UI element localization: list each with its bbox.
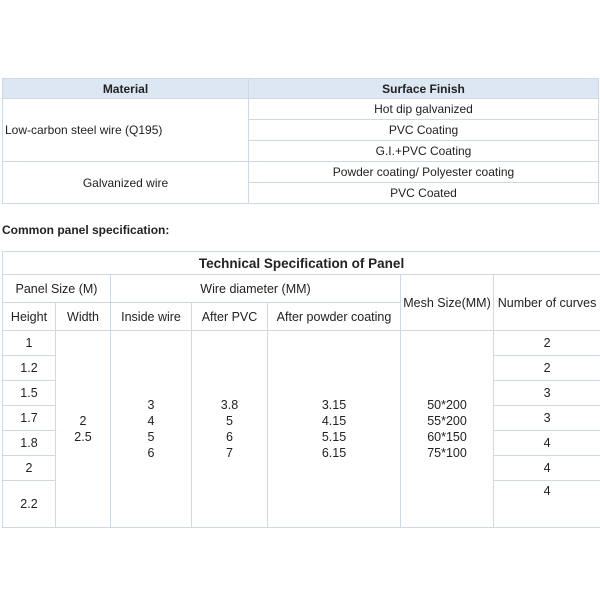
- after-powder-values: [268, 331, 401, 528]
- curves-cell: 3: [494, 381, 600, 406]
- curves-cell: 4: [494, 481, 600, 528]
- finish-cell: PVC Coating: [249, 120, 599, 141]
- mesh-size-value: 55*200: [427, 414, 467, 428]
- inside-wire-value: 5: [147, 430, 155, 444]
- panel-spec-table: [2, 251, 600, 528]
- mesh-size-value: 50*200: [427, 398, 467, 412]
- mesh-size-value: 75*100: [427, 446, 467, 460]
- width-value: 2.5: [74, 430, 92, 444]
- height-cell: 2: [3, 456, 56, 481]
- after-powder-value: 3.15: [321, 398, 347, 412]
- number-of-curves-header: Number of curves: [494, 275, 600, 331]
- mesh-size-values: [401, 331, 494, 528]
- height-cell: 2.2: [3, 481, 56, 528]
- width-values: [56, 331, 111, 528]
- after-pvc-values: [192, 331, 268, 528]
- material-finish-table: [2, 78, 599, 204]
- after-pvc-value: 7: [226, 446, 233, 460]
- finish-cell: Hot dip galvanized: [249, 99, 599, 120]
- mesh-size-header: Mesh Size(MM): [401, 275, 494, 331]
- surface-finish-header: Surface Finish: [249, 79, 599, 99]
- inside-wire-header: Inside wire: [111, 303, 192, 331]
- material-cell: Galvanized wire: [3, 162, 249, 204]
- height-cell: 1.8: [3, 431, 56, 456]
- inside-wire-value: 3: [147, 398, 155, 412]
- height-cell: 1.2: [3, 356, 56, 381]
- material-header: Material: [3, 79, 249, 99]
- finish-cell: Powder coating/ Polyester coating: [249, 162, 599, 183]
- after-pvc-value: 6: [226, 430, 233, 444]
- height-cell: 1.7: [3, 406, 56, 431]
- after-powder-header: After powder coating: [268, 303, 401, 331]
- mesh-size-value: 60*150: [427, 430, 467, 444]
- width-header: Width: [56, 303, 111, 331]
- finish-cell: PVC Coated: [249, 183, 599, 204]
- spec-table-title: Technical Specification of Panel: [3, 252, 600, 275]
- after-pvc-header: After PVC: [192, 303, 268, 331]
- after-powder-value: 5.15: [321, 430, 347, 444]
- wire-diameter-header: Wire diameter (MM): [111, 275, 401, 303]
- curves-cell: 3: [494, 406, 600, 431]
- material-cell: Low-carbon steel wire (Q195): [3, 99, 249, 162]
- width-value: 2: [79, 414, 87, 428]
- height-header: Height: [3, 303, 56, 331]
- inside-wire-value: 4: [147, 414, 155, 428]
- curves-cell: 4: [494, 456, 600, 481]
- panel-size-header: Panel Size (M): [3, 275, 111, 303]
- after-pvc-value: 3.8: [220, 398, 239, 412]
- curves-cell: 4: [494, 431, 600, 456]
- after-powder-value: 6.15: [321, 446, 347, 460]
- inside-wire-value: 6: [147, 446, 155, 460]
- height-cell: 1.5: [3, 381, 56, 406]
- section-title: Common panel specification:: [2, 223, 170, 237]
- after-powder-value: 4.15: [321, 414, 347, 428]
- after-pvc-value: 5: [226, 414, 233, 428]
- curves-cell: 2: [494, 356, 600, 381]
- inside-wire-values: [111, 331, 192, 528]
- height-cell: 1: [3, 331, 56, 356]
- curves-cell: 2: [494, 331, 600, 356]
- finish-cell: G.I.+PVC Coating: [249, 141, 599, 162]
